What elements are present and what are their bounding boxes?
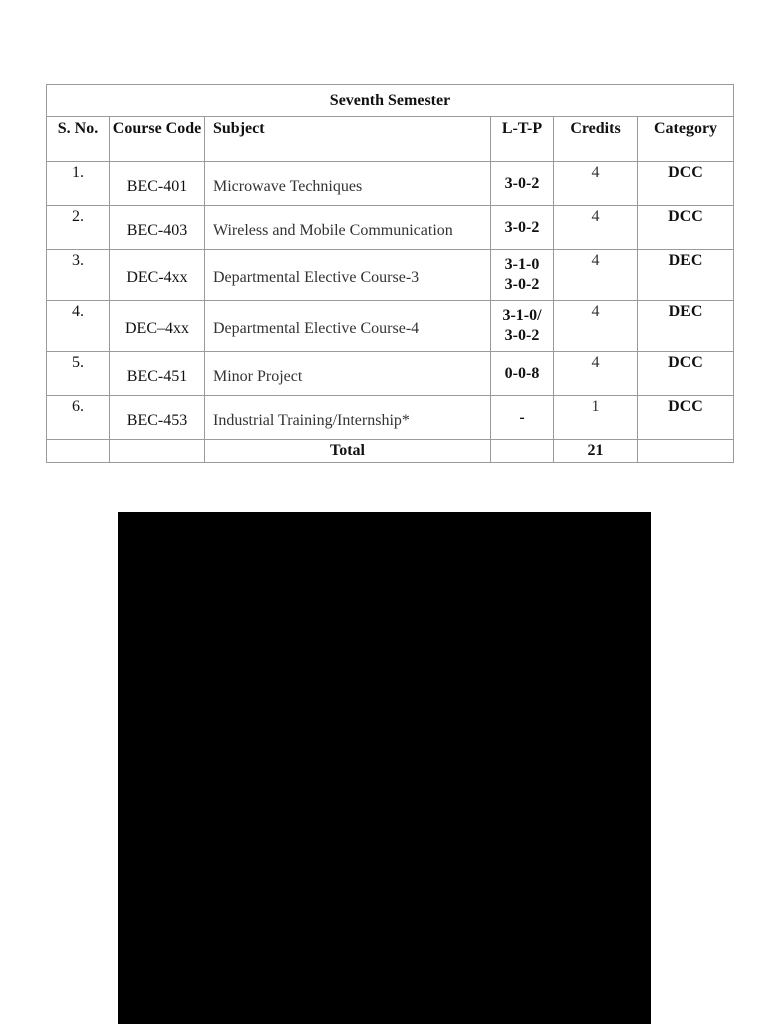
header-category: Category [638, 117, 734, 162]
header-subject: Subject [205, 117, 491, 162]
ltp-line: 3-1-0/ [502, 307, 542, 324]
cell-sno: 1. [47, 162, 110, 206]
ltp-line: 3-0-2 [504, 276, 540, 293]
cell-ltp [491, 396, 554, 440]
table-row [47, 352, 734, 396]
cell-ltp [491, 301, 554, 352]
cell-credits: 1 [554, 396, 638, 440]
redacted-image-block [118, 512, 651, 1024]
cell-category: DCC [638, 162, 734, 206]
cell-subject: Minor Project [205, 352, 491, 396]
ltp-line: - [519, 408, 525, 426]
cell-course-code: BEC-401 [110, 162, 205, 206]
header-ltp: L-T-P [491, 117, 554, 162]
table-row [47, 250, 734, 301]
cell-subject: Wireless and Mobile Communication [205, 206, 491, 250]
table-row [47, 162, 734, 206]
ltp-line: 3-0-2 [504, 218, 540, 236]
ltp-line: 0-0-8 [504, 364, 540, 382]
total-credits: 21 [554, 440, 638, 463]
cell-sno: 3. [47, 250, 110, 301]
table-row [47, 396, 734, 440]
cell-credits: 4 [554, 206, 638, 250]
cell-course-code: DEC–4xx [110, 301, 205, 352]
table-row [47, 206, 734, 250]
cell-credits: 4 [554, 352, 638, 396]
cell-category: DCC [638, 352, 734, 396]
cell-credits: 4 [554, 250, 638, 301]
header-row [47, 117, 734, 162]
cell-ltp [491, 250, 554, 301]
table-row [47, 301, 734, 352]
cell-course-code: BEC-453 [110, 396, 205, 440]
cell-sno: 4. [47, 301, 110, 352]
ltp-line: 3-0-2 [504, 174, 540, 192]
semester-table [46, 84, 734, 463]
total-label: Total [205, 440, 491, 463]
header-sno: S. No. [47, 117, 110, 162]
header-credits: Credits [554, 117, 638, 162]
header-course-code: Course Code [110, 117, 205, 162]
cell-credits: 4 [554, 301, 638, 352]
cell-credits: 4 [554, 162, 638, 206]
cell-category: DCC [638, 206, 734, 250]
cell-sno: 6. [47, 396, 110, 440]
cell-subject: Industrial Training/Internship* [205, 396, 491, 440]
empty-cell [638, 440, 734, 463]
ltp-line: 3-1-0 [504, 256, 540, 273]
cell-category: DEC [638, 250, 734, 301]
empty-cell [47, 440, 110, 463]
ltp-line: 3-0-2 [504, 327, 540, 344]
cell-course-code: DEC-4xx [110, 250, 205, 301]
title-row [47, 85, 734, 117]
total-row [47, 440, 734, 463]
cell-subject: Microwave Techniques [205, 162, 491, 206]
cell-course-code: BEC-451 [110, 352, 205, 396]
cell-category: DEC [638, 301, 734, 352]
cell-sno: 5. [47, 352, 110, 396]
cell-course-code: BEC-403 [110, 206, 205, 250]
cell-ltp [491, 352, 554, 396]
cell-ltp [491, 206, 554, 250]
cell-ltp [491, 162, 554, 206]
empty-cell [110, 440, 205, 463]
cell-sno: 2. [47, 206, 110, 250]
cell-category: DCC [638, 396, 734, 440]
cell-subject: Departmental Elective Course-4 [205, 301, 491, 352]
cell-subject: Departmental Elective Course-3 [205, 250, 491, 301]
table-title: Seventh Semester [47, 85, 734, 117]
empty-cell [491, 440, 554, 463]
